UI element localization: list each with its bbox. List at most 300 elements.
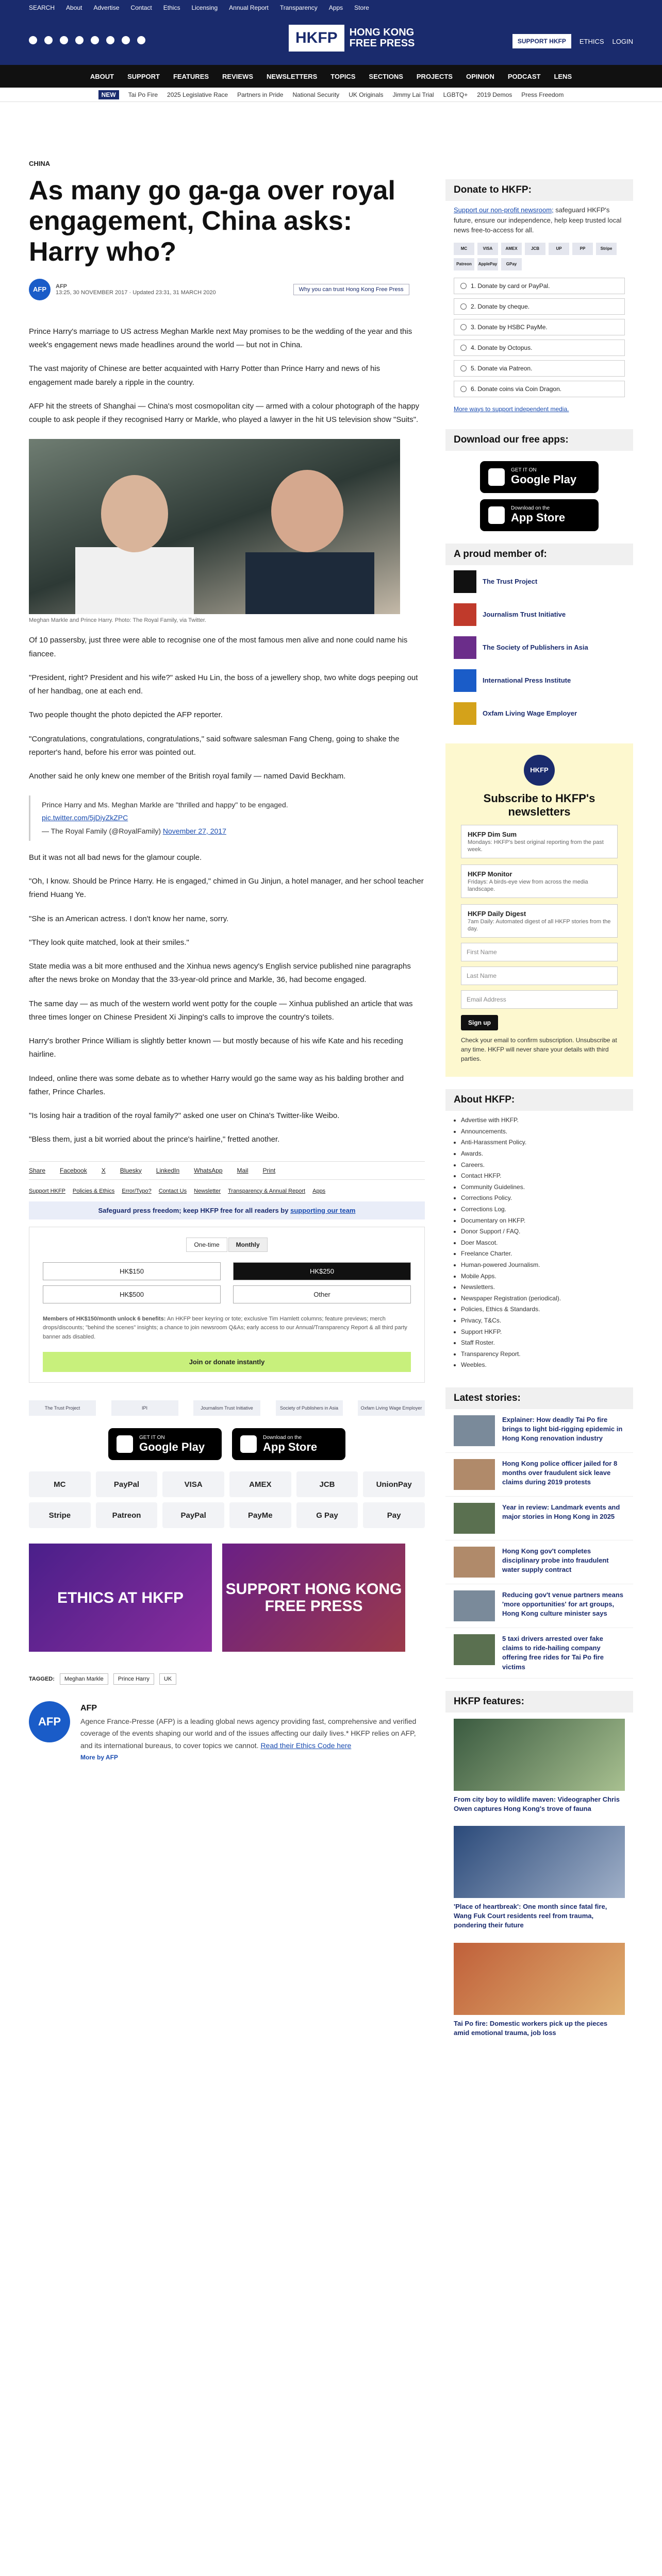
app-badges	[29, 1428, 425, 1460]
story-thumbnail	[454, 1415, 495, 1446]
photo-figure	[101, 475, 168, 552]
bio-text: Agence France-Presse (AFP) is a leading global news agency providing fast, comprehensive and verified coverage of the events shaping our world and of the issues affecting our daily lives.* HKFP relies on AFP, and its international bureaus, to cover topics we cannot.	[80, 1717, 417, 1750]
payment-logo: UnionPay	[363, 1471, 425, 1497]
story-thumbnail	[454, 1503, 495, 1534]
nav-projects[interactable]: PROJECTS	[416, 72, 453, 80]
frequency-toggle	[43, 1238, 411, 1252]
tag[interactable]: UK	[159, 1673, 176, 1685]
story-title: 5 taxi drivers arrested over fake claims to ride-hailing company offering free rides for Tai Po fire victims	[502, 1634, 604, 1671]
link-policies[interactable]: Policies & Ethics	[72, 1188, 115, 1194]
nav-reviews[interactable]: REVIEWS	[222, 72, 254, 80]
about-link[interactable]: • Anti-Harassment Policy.	[461, 1137, 618, 1148]
donate-option-label: 4. Donate by Octopus.	[471, 344, 533, 351]
member-name: International Press Institute	[483, 676, 571, 684]
google-play-badge[interactable]	[108, 1428, 222, 1460]
email-field[interactable]: Email Address	[461, 990, 618, 1009]
rss-icon[interactable]	[137, 36, 145, 44]
youtube-icon[interactable]	[106, 36, 114, 44]
nav-newsletters[interactable]: NEWSLETTERS	[267, 72, 318, 80]
badge-small-text: GET IT ON	[139, 1434, 165, 1440]
facebook-icon[interactable]	[29, 36, 37, 44]
amount-options	[43, 1262, 411, 1303]
badge-text: App Store	[263, 1440, 318, 1453]
about-title: About HKFP:	[445, 1089, 633, 1111]
card-logos	[445, 240, 633, 274]
card-logo: JCB	[525, 243, 545, 255]
topbar-transparency[interactable]: Transparency	[279, 4, 318, 11]
promo-banners	[29, 1544, 425, 1652]
donate-option[interactable]	[454, 381, 625, 397]
share-bluesky[interactable]: Bluesky	[120, 1166, 142, 1174]
paragraph: "Congratulations, congratulations, congratulations," said software salesman Fang Cheng, going to shake the reporter's hand, before his error was pointed out.	[29, 734, 400, 757]
payment-logo: MC	[29, 1471, 91, 1497]
story-title: Reducing gov't venue partners means 'more opportunities' for art groups, Hong Kong culture minister says	[502, 1590, 623, 1618]
paragraph: AFP hit the streets of Shanghai — China's most cosmopolitan city — armed with a colour photograph of the happy couple to ask people if they recognised Harry or Markle, who played a lawyer in the hit US television show "Suits".	[29, 401, 420, 425]
feature-image	[454, 1719, 625, 1791]
google-play-badge[interactable]	[480, 461, 599, 493]
newsletter-desc: Mondays: HKFP's best original reporting from the past week.	[468, 839, 604, 853]
amount-option[interactable]: HK$250	[233, 1262, 411, 1280]
feature-title: Tai Po fire: Domestic workers pick up the pieces amid emotional trauma, job loss	[454, 2019, 608, 2037]
link-newsletter[interactable]: Newsletter	[194, 1188, 221, 1194]
latest-list	[445, 1409, 633, 1679]
newsletter-title: Subscribe to HKFP's newsletters	[483, 791, 595, 818]
newsletter-option[interactable]	[461, 825, 618, 858]
topbar-ethics[interactable]: Ethics	[163, 4, 180, 11]
card-logo: ApplePay	[477, 258, 498, 270]
ethics-link[interactable]: ETHICS	[579, 37, 604, 45]
apple-icon	[240, 1435, 257, 1453]
partner-logo[interactable]: Society of Publishers in Asia	[276, 1400, 343, 1416]
latest-title: Latest stories:	[445, 1387, 633, 1409]
share-x[interactable]: X	[101, 1166, 106, 1174]
ethics-promo[interactable]: ETHICS AT HKFP	[29, 1544, 212, 1652]
article-title: As many go ga-ga over royal engagement, China asks: Harry who?	[29, 176, 395, 267]
radio-icon	[460, 365, 467, 371]
byline	[29, 279, 425, 300]
story-thumbnail	[454, 1459, 495, 1490]
article-body	[29, 325, 425, 1147]
trending-item[interactable]: Tai Po Fire	[128, 91, 158, 98]
photo-figure	[245, 552, 374, 614]
member-logo[interactable]	[445, 631, 633, 664]
donate-desc: safeguard HKFP's future, ensure our independence, help keep trusted local news free-to-access for all.	[454, 206, 622, 234]
logo-text	[350, 27, 415, 49]
link-transparency[interactable]: Transparency & Annual Report	[228, 1188, 306, 1194]
trending-item[interactable]: Partners in Pride	[237, 91, 284, 98]
signup-fineprint: Check your email to confirm subscription. Unsubscribe at any time. HKFP will never share your details with third parties.	[461, 1037, 617, 1063]
signup-button[interactable]: Sign up	[461, 1015, 498, 1030]
share-print[interactable]: Print	[262, 1166, 276, 1174]
new-badge: NEW	[98, 90, 119, 99]
tweet-attribution	[42, 825, 425, 838]
last-name-field[interactable]: Last Name	[461, 967, 618, 985]
newsletter-desc: Fridays: A birds-eye view from across the media landscape.	[468, 879, 588, 893]
story-thumbnail	[454, 1590, 495, 1621]
newsletter-desc: 7am Daily: Automated digest of all HKFP stories from the day.	[468, 919, 611, 933]
nav-about[interactable]: ABOUT	[90, 72, 114, 80]
member-title: A proud member of:	[445, 544, 633, 565]
badge-text: Google Play	[139, 1440, 205, 1453]
paragraph: Of 10 passersby, just three were able to recognise one of the most famous men alive and none could name his fiancee.	[29, 636, 408, 658]
amount-option[interactable]: HK$500	[43, 1285, 221, 1303]
member-name: The Society of Publishers in Asia	[483, 643, 588, 651]
story-title: Explainer: How deadly Tai Po fire brings to light bid-rigging epidemic in Hong Kong renovation industry	[502, 1415, 623, 1443]
member-name: Journalism Trust Initiative	[483, 611, 566, 618]
newsletter-signup	[445, 743, 633, 1077]
join-button[interactable]: Join or donate instantly	[43, 1352, 411, 1372]
apps-title: Download our free apps:	[445, 429, 633, 451]
card-logo: Patreon	[454, 258, 474, 270]
threads-icon[interactable]	[75, 36, 84, 44]
nav-lens[interactable]: LENS	[554, 72, 572, 80]
author-bio	[80, 1701, 425, 1762]
topbar-about[interactable]: About	[66, 4, 82, 11]
about-link[interactable]: • Corrections Log.	[461, 1204, 618, 1215]
newsletter-name: HKFP Monitor	[468, 870, 512, 878]
app-store-badge[interactable]	[232, 1428, 345, 1460]
share-mail[interactable]: Mail	[237, 1166, 249, 1174]
topbar-contact[interactable]: Contact	[130, 4, 152, 11]
about-link[interactable]: • Staff Roster.	[461, 1337, 618, 1349]
about-link[interactable]: • Freelance Charter.	[461, 1248, 618, 1260]
badge-text: App Store	[511, 511, 566, 524]
about-link[interactable]: • Support HKFP.	[461, 1327, 618, 1338]
main-nav	[0, 65, 662, 88]
card-logo: MC	[454, 243, 474, 255]
link-error[interactable]: Error/Typo?	[122, 1188, 152, 1194]
topbar-advertise[interactable]: Advertise	[93, 4, 120, 11]
page-body	[0, 102, 662, 2044]
paragraph: Indeed, online there was some debate as to whether Harry would go the same way as his balding brother and father, Prince Charles.	[29, 1074, 404, 1096]
about-link[interactable]: • Community Guidelines.	[461, 1182, 618, 1193]
about-link[interactable]: • Transparency Report.	[461, 1349, 618, 1360]
safeguard-banner	[29, 1201, 425, 1219]
trust-project-icon	[454, 570, 476, 593]
about-link[interactable]: • Weebles.	[461, 1360, 618, 1371]
latest-story[interactable]	[445, 1453, 633, 1497]
features-title: HKFP features:	[445, 1691, 633, 1713]
paragraph: "Oh, I know. Should be Prince Harry. He is engaged," chimed in Gu Jinjun, a hotel manager, and her school teacher friend Huang Ye.	[29, 877, 424, 900]
more-ways-link[interactable]: More ways to support independent media.	[454, 405, 569, 413]
story-title: Hong Kong gov't completes disciplinary probe into fraudulent water supply contract	[502, 1547, 609, 1574]
payment-logo: PayPal	[96, 1471, 158, 1497]
member-list	[445, 565, 633, 730]
trending-item[interactable]: LGBTQ+	[443, 91, 468, 98]
trust-link[interactable]: Why you can trust Hong Kong Free Press	[293, 284, 409, 295]
tweet-date-link[interactable]: November 27, 2017	[162, 826, 226, 835]
donate-title: Donate to HKFP:	[445, 179, 633, 201]
tweet-pic-link[interactable]: pic.twitter.com/5jDiyZkZPC	[42, 814, 128, 822]
payment-logo: VISA	[162, 1471, 224, 1497]
donate-option-label: 5. Donate via Patreon.	[471, 364, 533, 372]
more-by-author[interactable]: More by AFP	[80, 1753, 118, 1761]
donate-option-label: 2. Donate by cheque.	[471, 302, 530, 310]
newsletter-option[interactable]	[461, 904, 618, 938]
story-title: Hong Kong police officer jailed for 8 months over fraudulent sick leave claims during 2019 protests	[502, 1459, 618, 1486]
paragraph: "Bless them, just a bit worried about the prince's hairline," fretted another.	[29, 1135, 280, 1144]
support-promo[interactable]: SUPPORT HONG KONG FREE PRESS	[222, 1544, 405, 1652]
paragraph: "President, right? President and his wife?" asked Hu Lin, the boss of a jewellery shop, two white dogs peeping out of her handbag, one at each end.	[29, 673, 418, 696]
member-benefits	[43, 1315, 411, 1342]
card-logo: VISA	[477, 243, 498, 255]
social-icons	[29, 36, 145, 44]
paragraph: The same day — as much of the western world went potty for the couple — Xinhua published an article that was three times longer on Chinese President Xi Jinping's calls to improve the country's toilets.	[29, 999, 413, 1022]
partner-logo[interactable]: IPI	[111, 1400, 178, 1416]
donate-widget	[29, 1227, 425, 1383]
section-label[interactable]: CHINA	[29, 160, 51, 167]
safeguard-link[interactable]: supporting our team	[290, 1206, 356, 1214]
latest-story[interactable]	[445, 1409, 633, 1453]
about-link[interactable]: • Human-powered Journalism.	[461, 1260, 618, 1271]
share-whatsapp[interactable]: WhatsApp	[194, 1166, 223, 1174]
login-link[interactable]: LOGIN	[612, 37, 633, 45]
payment-logo: Patreon	[96, 1502, 158, 1528]
payment-logo: Stripe	[29, 1502, 91, 1528]
toggle-onetime[interactable]: One-time	[186, 1238, 227, 1252]
paragraph: Two people thought the photo depicted the AFP reporter.	[29, 710, 223, 720]
topbar-search[interactable]: SEARCH	[29, 4, 55, 11]
donate-text	[445, 201, 633, 240]
about-link[interactable]: • Documentary on HKFP.	[461, 1215, 618, 1227]
link-contact[interactable]: Contact Us	[158, 1188, 187, 1194]
feature-card[interactable]	[445, 1713, 633, 1820]
share-facebook[interactable]: Facebook	[60, 1166, 87, 1174]
latest-story[interactable]	[445, 1540, 633, 1584]
trending-item[interactable]: National Security	[292, 91, 340, 98]
trending-item[interactable]: 2025 Legislative Race	[167, 91, 228, 98]
paragraph: "Is losing hair a tradition of the royal family?" asked one user on China's Twitter-like Weibo.	[29, 1111, 340, 1121]
member-name: The Trust Project	[483, 578, 538, 585]
latest-story[interactable]	[445, 1497, 633, 1540]
donate-option[interactable]	[454, 319, 625, 335]
tweet-text: Prince Harry and Ms. Meghan Markle are "thrilled and happy" to be engaged.	[42, 801, 288, 809]
trending-bar	[0, 88, 662, 102]
link-apps[interactable]: Apps	[312, 1188, 326, 1194]
radio-icon	[460, 303, 467, 310]
share-linkedin[interactable]: LinkedIn	[156, 1166, 180, 1174]
payment-logo: JCB	[296, 1471, 358, 1497]
donate-option[interactable]	[454, 278, 625, 294]
paragraph: Prince Harry's marriage to US actress Meghan Markle next May promises to be the wedding of the year and this week's engagement news made headlines around the world — but not in China.	[29, 327, 412, 350]
link-support[interactable]: Support HKFP	[29, 1188, 65, 1194]
radio-icon	[460, 345, 467, 351]
feature-card[interactable]	[445, 1937, 633, 2044]
ethics-code-link[interactable]: Read their Ethics Code here	[260, 1741, 352, 1750]
feature-card[interactable]	[445, 1820, 633, 1937]
about-link[interactable]: • Careers.	[461, 1160, 618, 1171]
radio-icon	[460, 324, 467, 330]
about-link[interactable]: • Doer Mascot.	[461, 1238, 618, 1249]
amount-option[interactable]: Other	[233, 1285, 411, 1303]
badge-small-text: Download on the	[263, 1434, 302, 1440]
oxfam-icon	[454, 702, 476, 725]
ipi-icon	[454, 669, 476, 692]
tweet-author: — The Royal Family (@RoyalFamily)	[42, 826, 161, 835]
first-name-field[interactable]: First Name	[461, 943, 618, 961]
share-bar	[29, 1161, 425, 1180]
photo-figure	[271, 470, 343, 552]
about-link[interactable]: • Privacy, T&Cs.	[461, 1315, 618, 1327]
feature-image	[454, 1826, 625, 1898]
instagram-icon[interactable]	[60, 36, 68, 44]
about-link[interactable]: • Donor Support / FAQ.	[461, 1226, 618, 1238]
latest-story[interactable]	[445, 1584, 633, 1628]
latest-story[interactable]	[445, 1628, 633, 1679]
photo-caption: Meghan Markle and Prince Harry. Photo: The Royal Family, via Twitter.	[29, 617, 206, 624]
badge-text: Google Play	[511, 473, 577, 486]
photo-figure	[75, 547, 194, 614]
about-link[interactable]: • Newspaper Registration (periodical).	[461, 1293, 618, 1304]
member-logo[interactable]	[445, 697, 633, 730]
card-logo: PP	[572, 243, 593, 255]
story-title: Year in review: Landmark events and major stories in Hong Kong in 2025	[502, 1503, 620, 1521]
linkedin-icon[interactable]	[122, 36, 130, 44]
author-avatar-large[interactable]: AFP	[29, 1701, 70, 1742]
amount-option[interactable]: HK$150	[43, 1262, 221, 1280]
top-bar	[0, 0, 662, 15]
about-link[interactable]: • Contact HKFP.	[461, 1171, 618, 1182]
story-thumbnail	[454, 1547, 495, 1578]
trending-item[interactable]: 2019 Demos	[477, 91, 512, 98]
about-link[interactable]: • Policies, Ethics & Standards.	[461, 1304, 618, 1315]
logo-line-2: FREE PRESS	[349, 38, 415, 49]
newsletter-name: HKFP Dim Sum	[468, 831, 517, 839]
card-logo: UP	[549, 243, 569, 255]
author-name[interactable]: AFP	[80, 1704, 97, 1713]
hkfp-logo: HKFP	[524, 755, 555, 786]
member-name: Oxfam Living Wage Employer	[483, 709, 577, 717]
benefits-text: An HKFP beer keyring or tote; exclusive Tim Hamlett columns; feature previews; merch drops/discounts; "behind the scenes" insights; a chance to join newsroom Q&As; early access to our Annual/Transparency Report & all third party banner ads disabled.	[43, 1315, 407, 1340]
partner-logo[interactable]: Journalism Trust Initiative	[193, 1400, 260, 1416]
member-logo[interactable]	[445, 565, 633, 598]
site-logo[interactable]	[289, 25, 415, 52]
radio-icon	[460, 386, 467, 392]
payment-logo: AMEX	[229, 1471, 291, 1497]
paragraph: Another said he only knew one member of the British royal family — named David Beckham.	[29, 772, 346, 781]
site-header	[0, 15, 662, 65]
logo-mark: HKFP	[289, 25, 344, 52]
member-logo[interactable]	[445, 598, 633, 631]
jti-icon	[454, 603, 476, 626]
app-store-badge[interactable]	[480, 499, 599, 531]
payment-logo: Pay	[363, 1502, 425, 1528]
feature-image	[454, 1943, 625, 2015]
topbar-annual-report[interactable]: Annual Report	[229, 4, 269, 11]
logo-line-1: HONG KONG	[349, 27, 415, 38]
trending-item[interactable]: UK Originals	[349, 91, 384, 98]
nav-podcast[interactable]: PODCAST	[507, 72, 541, 80]
google-play-icon	[117, 1435, 133, 1453]
embedded-tweet	[29, 795, 425, 841]
card-logo: AMEX	[501, 243, 522, 255]
author-avatar[interactable]: AFP	[29, 279, 51, 300]
newsletter-name: HKFP Daily Digest	[468, 910, 526, 918]
badge-small-text: Download on the	[511, 505, 550, 511]
nav-opinion[interactable]: OPINION	[466, 72, 494, 80]
nav-sections[interactable]: SECTIONS	[369, 72, 403, 80]
features-section	[445, 1691, 633, 2044]
toggle-monthly[interactable]: Monthly	[228, 1238, 268, 1252]
badge-small-text: GET IT ON	[511, 467, 537, 473]
header-actions	[512, 34, 633, 48]
byline-text	[56, 283, 216, 296]
paragraph: The vast majority of Chinese are better acquainted with Harry Potter than Prince Harry and news of his engagement made barely a ripple in the country.	[29, 364, 380, 387]
donate-link[interactable]: Support our non-profit newsroom;	[454, 206, 554, 214]
support-button[interactable]: SUPPORT HKFP	[512, 34, 571, 48]
about-link[interactable]: • Awards.	[461, 1148, 618, 1160]
feature-title: From city boy to wildlife maven: Videographer Chris Owen captures Hong Kong's trove of fauna	[454, 1795, 620, 1812]
donate-option[interactable]	[454, 340, 625, 356]
newsletter-option[interactable]	[461, 865, 618, 898]
trending-item[interactable]: Jimmy Lai Trial	[392, 91, 434, 98]
apple-icon	[488, 506, 505, 524]
about-link[interactable]: • Advertise with HKFP.	[461, 1115, 618, 1126]
sopa-icon	[454, 636, 476, 659]
partner-logo[interactable]: Oxfam Living Wage Employer	[358, 1400, 425, 1416]
whatsapp-icon[interactable]	[91, 36, 99, 44]
payment-logo: PayPal	[162, 1502, 224, 1528]
tag[interactable]: Prince Harry	[113, 1673, 154, 1685]
article-column	[29, 102, 425, 2044]
partner-logos	[29, 1400, 425, 1416]
donate-option-label: 3. Donate by HSBC PayMe.	[471, 323, 548, 331]
tag[interactable]: Meghan Markle	[60, 1673, 108, 1685]
author-box	[29, 1701, 425, 1762]
article-dates: 13:25, 30 NOVEMBER 2017 · Updated 23:31, 31 MARCH 2020	[56, 289, 216, 296]
paragraph: But it was not all bad news for the glamour couple.	[29, 853, 202, 862]
about-link[interactable]: • Newsletters.	[461, 1282, 618, 1293]
author-name[interactable]: AFP	[56, 283, 67, 290]
donate-option-label: 6. Donate coins via Coin Dragon.	[471, 385, 562, 393]
article-photo	[29, 439, 400, 614]
donate-option[interactable]	[454, 298, 625, 315]
tags	[29, 1673, 425, 1685]
story-thumbnail	[454, 1634, 495, 1665]
article-links	[29, 1188, 425, 1194]
benefits-heading: Members of HK$150/month unlock 6 benefits:	[43, 1315, 166, 1322]
nav-features[interactable]: FEATURES	[173, 72, 209, 80]
member-logo[interactable]	[445, 664, 633, 697]
about-link[interactable]: • Announcements.	[461, 1126, 618, 1138]
paragraph: State media was a bit more enthused and the Xinhua news agency's English service published nine paragraphs after the news broke on Monday that the 33-year-old prince and Markle, 36, had become engaged.	[29, 962, 411, 985]
topbar-store[interactable]: Store	[354, 4, 369, 11]
about-link[interactable]: • Mobile Apps.	[461, 1271, 618, 1282]
topbar-apps[interactable]: Apps	[328, 4, 343, 11]
feature-title: 'Place of heartbreak': One month since fatal fire, Wang Fuk Court residents reel from trauma, pondering their future	[454, 1903, 607, 1929]
x-icon[interactable]	[44, 36, 53, 44]
donate-option[interactable]	[454, 360, 625, 377]
sidebar	[445, 102, 633, 2044]
sidebar-app-badges	[445, 461, 633, 531]
about-link[interactable]: • Corrections Policy.	[461, 1193, 618, 1204]
radio-icon	[460, 283, 467, 289]
safeguard-text: Safeguard press freedom; keep HKFP free for all readers by	[98, 1206, 289, 1214]
topbar-licensing[interactable]: Licensing	[191, 4, 218, 11]
payment-logo: G Pay	[296, 1502, 358, 1528]
partner-logo[interactable]: The Trust Project	[29, 1400, 96, 1416]
payment-methods	[29, 1471, 425, 1528]
card-logo: GPay	[501, 258, 522, 270]
tags-label: TAGGED:	[29, 1676, 55, 1683]
google-play-icon	[488, 468, 505, 486]
donate-option-label: 1. Donate by card or PayPal.	[471, 282, 550, 290]
trending-item[interactable]: Press Freedom	[521, 91, 564, 98]
card-logo: Stripe	[596, 243, 617, 255]
nav-support[interactable]: SUPPORT	[127, 72, 160, 80]
payment-logo: PayMe	[229, 1502, 291, 1528]
nav-topics[interactable]: TOPICS	[330, 72, 356, 80]
